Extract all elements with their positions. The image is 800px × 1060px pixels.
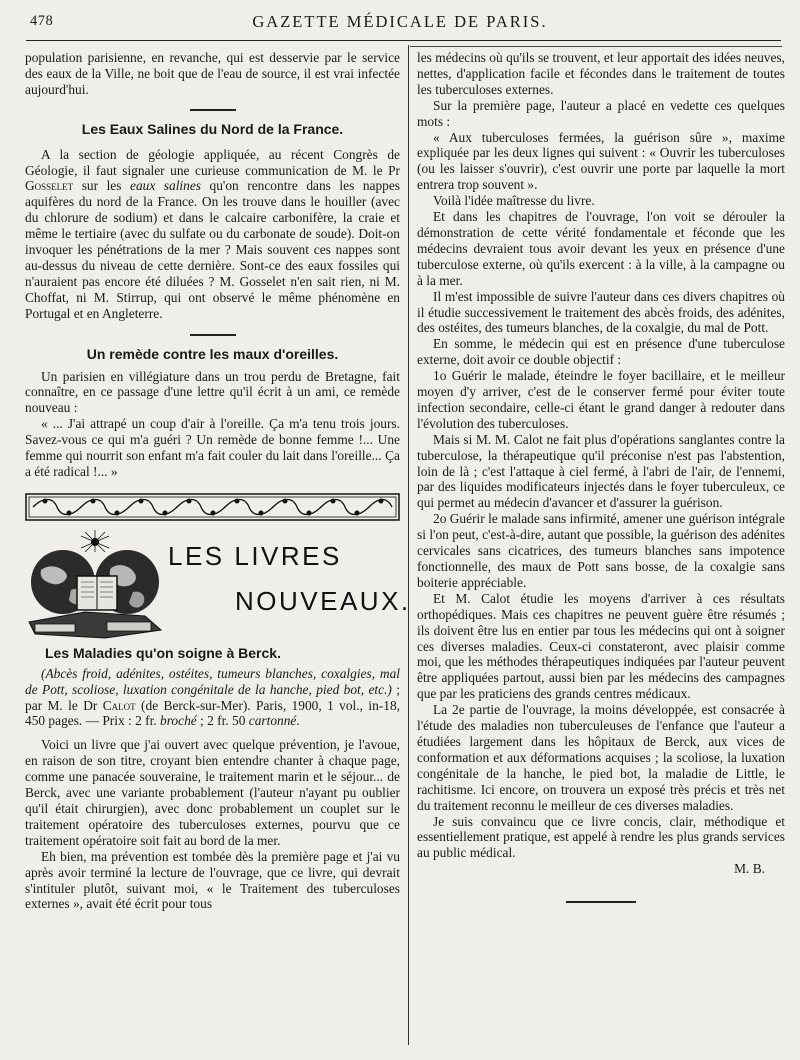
paragraph-eaux-salines: A la section de géologie appliquée, au récent Congrès de Géologie, il faut signaler une curieuse communication de M. le Pr Gosselet sur les eaux salines qu'on rencontre dans les nappes aquifères du nord de la France. On les trouve dans le houiller (avec du chlorure de sodium) et dans le calcaire carbonifère, la craie et même le tertiaire (avec du sulfate ou du carbonate de soude). Doit-on invoquer les pénétrations de la mer ? Mais souvent ces nappes sont au-dessus du niveau de cette dernière. Sont-ce des eaux fossiles qui n'auraient pas encore été diluées ? M. Gosselet n'en sait rien, ni M. Choffat, ni M. Stirrup, qui ont observé le même phénomène en Portugal et en Angleterre. xyxy=(25,146,401,321)
section-title-berck: Les Maladies qu'on soigne à Berck. xyxy=(45,644,281,661)
review-paragraph-2: Eh bien, ma prévention est tombée dès la première page et j'ai vu après avoir terminé la lecture de l'ouvrage, que ce livre, qui devrait s'intituler plutôt, suivant moi, « le Traitement des tuberculoses externes », avait été écrit pour tous xyxy=(25,848,400,912)
review-paragraph-11: La 2e partie de l'ouvrage, la moins développée, est consacrée à l'étude des maladies non tuberculeuses de l'enfance que l'auteur a étudiées largement dans les hôpitaux de Berck, aux vices de conformation et aux déformations acquises ; la scoliose, la luxation congénitale de la hanche, le pied bot, la maladie de Little, le rachitisme. Ici encore, on trouvera un exposé très précis et très net du traitement reconnu le meilleur de ces diverses maladies. xyxy=(417,702,785,813)
review-paragraph-8: En somme, le médecin qui est en présence d'une tuberculose externe, doit avoir ce double objectif : xyxy=(417,336,785,368)
page-number: 478 xyxy=(30,13,54,29)
paragraph-oreilles-quote: « ... J'ai attrapé un coup d'air à l'oreille. Ça m'a tenu trois jours. Savez-vous ce qui m'a guéri ? Un remède de bonne femme !... Une femme qui nourrit son enfant m'a fait couler du lait dans l'oreille... Ça a été radical !... » xyxy=(25,416,400,479)
header-rule xyxy=(26,40,781,41)
section-title-maux-oreilles: Un remède contre les maux d'oreilles. xyxy=(86,345,339,362)
continued-paragraph: population parisienne, en revanche, qui est desservie par le service des eaux de la Ville, ne boit que de l'eau de source, il est vrai infectée aujourd'hui. xyxy=(25,50,400,97)
column-divider xyxy=(408,45,409,1045)
review-paragraph-10: Et M. Calot étudie les moyens d'arriver à ces résultats orthopédiques. Mais ces chapitres ne peuvent guère être résumés ; ils doivent être lus en entier par tous les médecins qui ont à soigner ces diverses maladies. Ceux-ci constateront, avec plaisir comme moi, que les méthodes thérapeutiques indiquées par l'auteur peuvent être appliquées partout, aussi bien par les médecins des campagnes que par les praticiens des grands centres médicaux. xyxy=(417,590,785,702)
review-paragraph-4: Sur la première page, l'auteur a placé en vedette ces quelques mots : xyxy=(417,97,785,129)
review-paragraph-9: Mais si M. M. Calot ne fait plus d'opérations sanglantes contre la tuberculose, la thérapeutique qu'il préconise n'est pas l'abstention, loin de là ; c'est l'attaque à ciel fermé, à l'abri de l'air, de l'ennemi, par des liquides modificateurs injectés dans le foyer tuberculeux, ce qui permet au médecin d'avancer et d'assurer la guérison. xyxy=(417,431,785,511)
end-rule xyxy=(566,901,636,903)
paragraph-oreilles-intro: Un parisien en villégiature dans un trou perdu de Bretagne, fait connaître, en ce passage d'une lettre qu'il écrit à un ami, ce remède nouveau : xyxy=(25,368,400,416)
livres-nouveaux-banner xyxy=(25,526,411,642)
running-header xyxy=(0,14,800,40)
review-paragraph-6: Et dans les chapitres de l'ouvrage, l'on voit se dérouler la démonstration de cette vérité fondamentale et féconde que les médecins devraient tous avoir devant les yeux en présence d'une tuberculose externe, où qu'ils exercent : à la ville, à la campagne ou à la mer. xyxy=(417,209,785,288)
review-conclusion: Je suis convaincu que ce livre concis, clair, méthodique et essentiellement pratique, est appelé à rendre les plus grands services au public médical. xyxy=(417,813,785,861)
left-column xyxy=(25,50,411,912)
review-paragraph-7: Il m'est impossible de suivre l'auteur dans ces divers chapitres où il étudie successivement le traitement des abcès froids, des adénites, des ostéites, des tumeurs blanches, de la coxalgie, du mal de Pott. xyxy=(417,288,785,336)
header-rule-secondary xyxy=(410,46,782,47)
section-separator xyxy=(190,109,236,111)
review-paragraph-3: les médecins où qu'ils se trouvent, et leur apportait des idées neuves, nettes, d'application facile et fécondes dans le traitement de toutes les tuberculoses externes. xyxy=(417,50,785,97)
section-title-eaux-salines: Les Eaux Salines du Nord de la France. xyxy=(81,120,344,137)
objective-2: 2o Guérir le malade sans infirmité, amener une guérison intégrale si l'on peut, c'est-à-dire, autant que possible, la guérison des adénites cervicales sans cicatrices, des tumeurs blanches sans impotence fonctionnelle, des maux de Pott sans bosse, de la coxalgie sans boiterie appréciable. xyxy=(417,511,785,590)
review-paragraph-5: Voilà l'idée maîtresse du livre. xyxy=(433,193,595,209)
objective-1: 1o Guérir le malade, éteindre le foyer bacillaire, et le meilleur moyen d'y arriver, c'est de le conserver fermé pour éviter toute infection secondaire, celle-ci étant le grand danger à redouter dans l'évolution des tuberculoses. xyxy=(417,368,785,431)
review-quote: « Aux tuberculoses fermées, la guérison sûre », maxime expliquée par les deux lignes qui suivent : « Ouvrir les tuberculoses (ou les laisser s'ouvrir), c'est ouvrir une porte par laquelle la mort entrera trop souvent ». xyxy=(417,129,785,193)
book-reference: (Abcès froid, adénites, ostéites, tumeurs blanches, coxalgies, mal de Pott, scoliose, luxation congénitale de la hanche, pied bot, etc.) ; par M. le Dr Calot (de Berck-sur-Mer). Paris, 1900, 1 vol., in-18, 450 pages. — Prix : 2 fr. broché ; 2 fr. 50 cartonné. xyxy=(25,665,400,729)
banner-line-2: NOUVEAUX. xyxy=(235,585,411,616)
section-separator xyxy=(190,334,236,336)
banner-line-1: LES LIVRES xyxy=(168,540,342,571)
author-name-gosselet: Gosselet xyxy=(25,178,74,194)
right-column xyxy=(417,50,785,903)
author-name-calot: Calot xyxy=(102,697,136,713)
books-globe-illustration xyxy=(25,526,165,642)
journal-title: GAZETTE MÉDICALE DE PARIS. xyxy=(252,12,548,31)
review-paragraph-1: Voici un livre que j'ai ouvert avec quelque prévention, je l'avoue, en raison de son titre, croyant bien entendre chanter à chaque page, comme une panacée souveraine, le traitement marin et le séjour... de Berck, avec une variante probablement (l'auteur n'ayant pu oublier qu'il était chirurgien), avec donc probablement un couplet sur le traitement opératoire des tuberculoses externes, pourvu que ce traitement opératoire soit fait au bord de la mer. xyxy=(25,737,400,848)
signature: M. B. xyxy=(734,861,765,877)
ornamental-frieze xyxy=(25,492,400,522)
